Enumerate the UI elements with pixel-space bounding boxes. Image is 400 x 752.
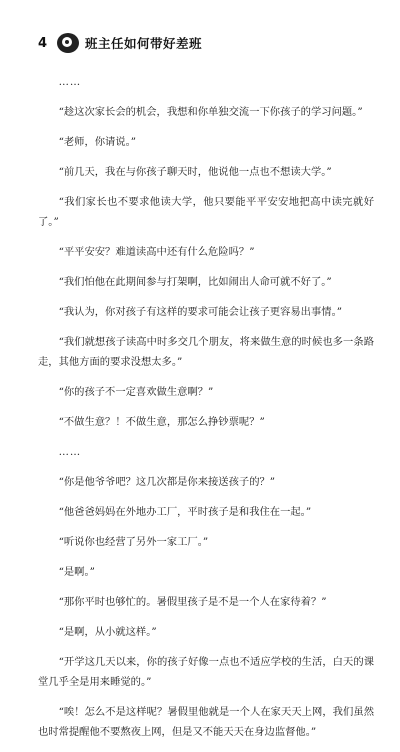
- book-title: 班主任如何带好差班: [85, 36, 203, 51]
- paragraph: “我们就想孩子读高中时多交几个朋友，将来做生意的时候也多一条路走，其他方面的要求没想太多。”: [38, 336, 374, 368]
- paragraph: “你的孩子不一定喜欢做生意啊？”: [58, 386, 214, 398]
- page-number: 4: [38, 35, 48, 51]
- paragraph: “不做生意？！不做生意，那怎么挣钞票呢？”: [58, 416, 265, 428]
- paragraph: “我认为，你对孩子有这样的要求可能会让孩子更容易出事情。”: [58, 306, 342, 318]
- paragraph: “那你平时也够忙的。暑假里孩子是不是一个人在家待着？”: [58, 596, 327, 608]
- paragraph: “我们怕他在此期间参与打架啊，比如闹出人命可就不好了。”: [58, 276, 332, 288]
- paragraph: “唉！怎么不是这样呢？暑假里他就是一个人在家天天上网，我们虽然也时常提醒他不要熬夜上网，但是又不能天天在身边监督他。”: [38, 706, 374, 738]
- paragraph: “你是他爷爷吧？这几次都是你来接送孩子的？”: [58, 476, 276, 488]
- paragraph-ellipsis: ……: [58, 446, 82, 458]
- paragraph: “他爸爸妈妈在外地办工厂，平时孩子是和我住在一起。”: [58, 506, 312, 518]
- drum-icon: [57, 32, 81, 54]
- paragraph: “开学这几天以来，你的孩子好像一点也不适应学校的生活，白天的课堂几乎全是用来睡觉的。”: [38, 656, 374, 688]
- paragraph: “听说你也经营了另外一家工厂。”: [58, 536, 209, 548]
- paragraph-ellipsis: ……: [58, 76, 82, 88]
- paragraph: “是啊，从小就这样。”: [58, 626, 157, 638]
- paragraph: “平平安安？难道读高中还有什么危险吗？”: [58, 246, 255, 258]
- paragraph: “趁这次家长会的机会，我想和你单独交流一下你孩子的学习问题。”: [58, 106, 363, 118]
- paragraph: “老师，你请说。”: [58, 136, 137, 148]
- paragraph: “我们家长也不要求他读大学，他只要能平平安安地把高中读完就好了。”: [38, 196, 374, 228]
- paragraph: “前几天，我在与你孩子聊天时，他说他一点也不想读大学。”: [58, 166, 332, 178]
- page-body: [38, 72, 374, 752]
- running-header: [38, 30, 202, 56]
- paragraph: “是啊。”: [58, 566, 95, 578]
